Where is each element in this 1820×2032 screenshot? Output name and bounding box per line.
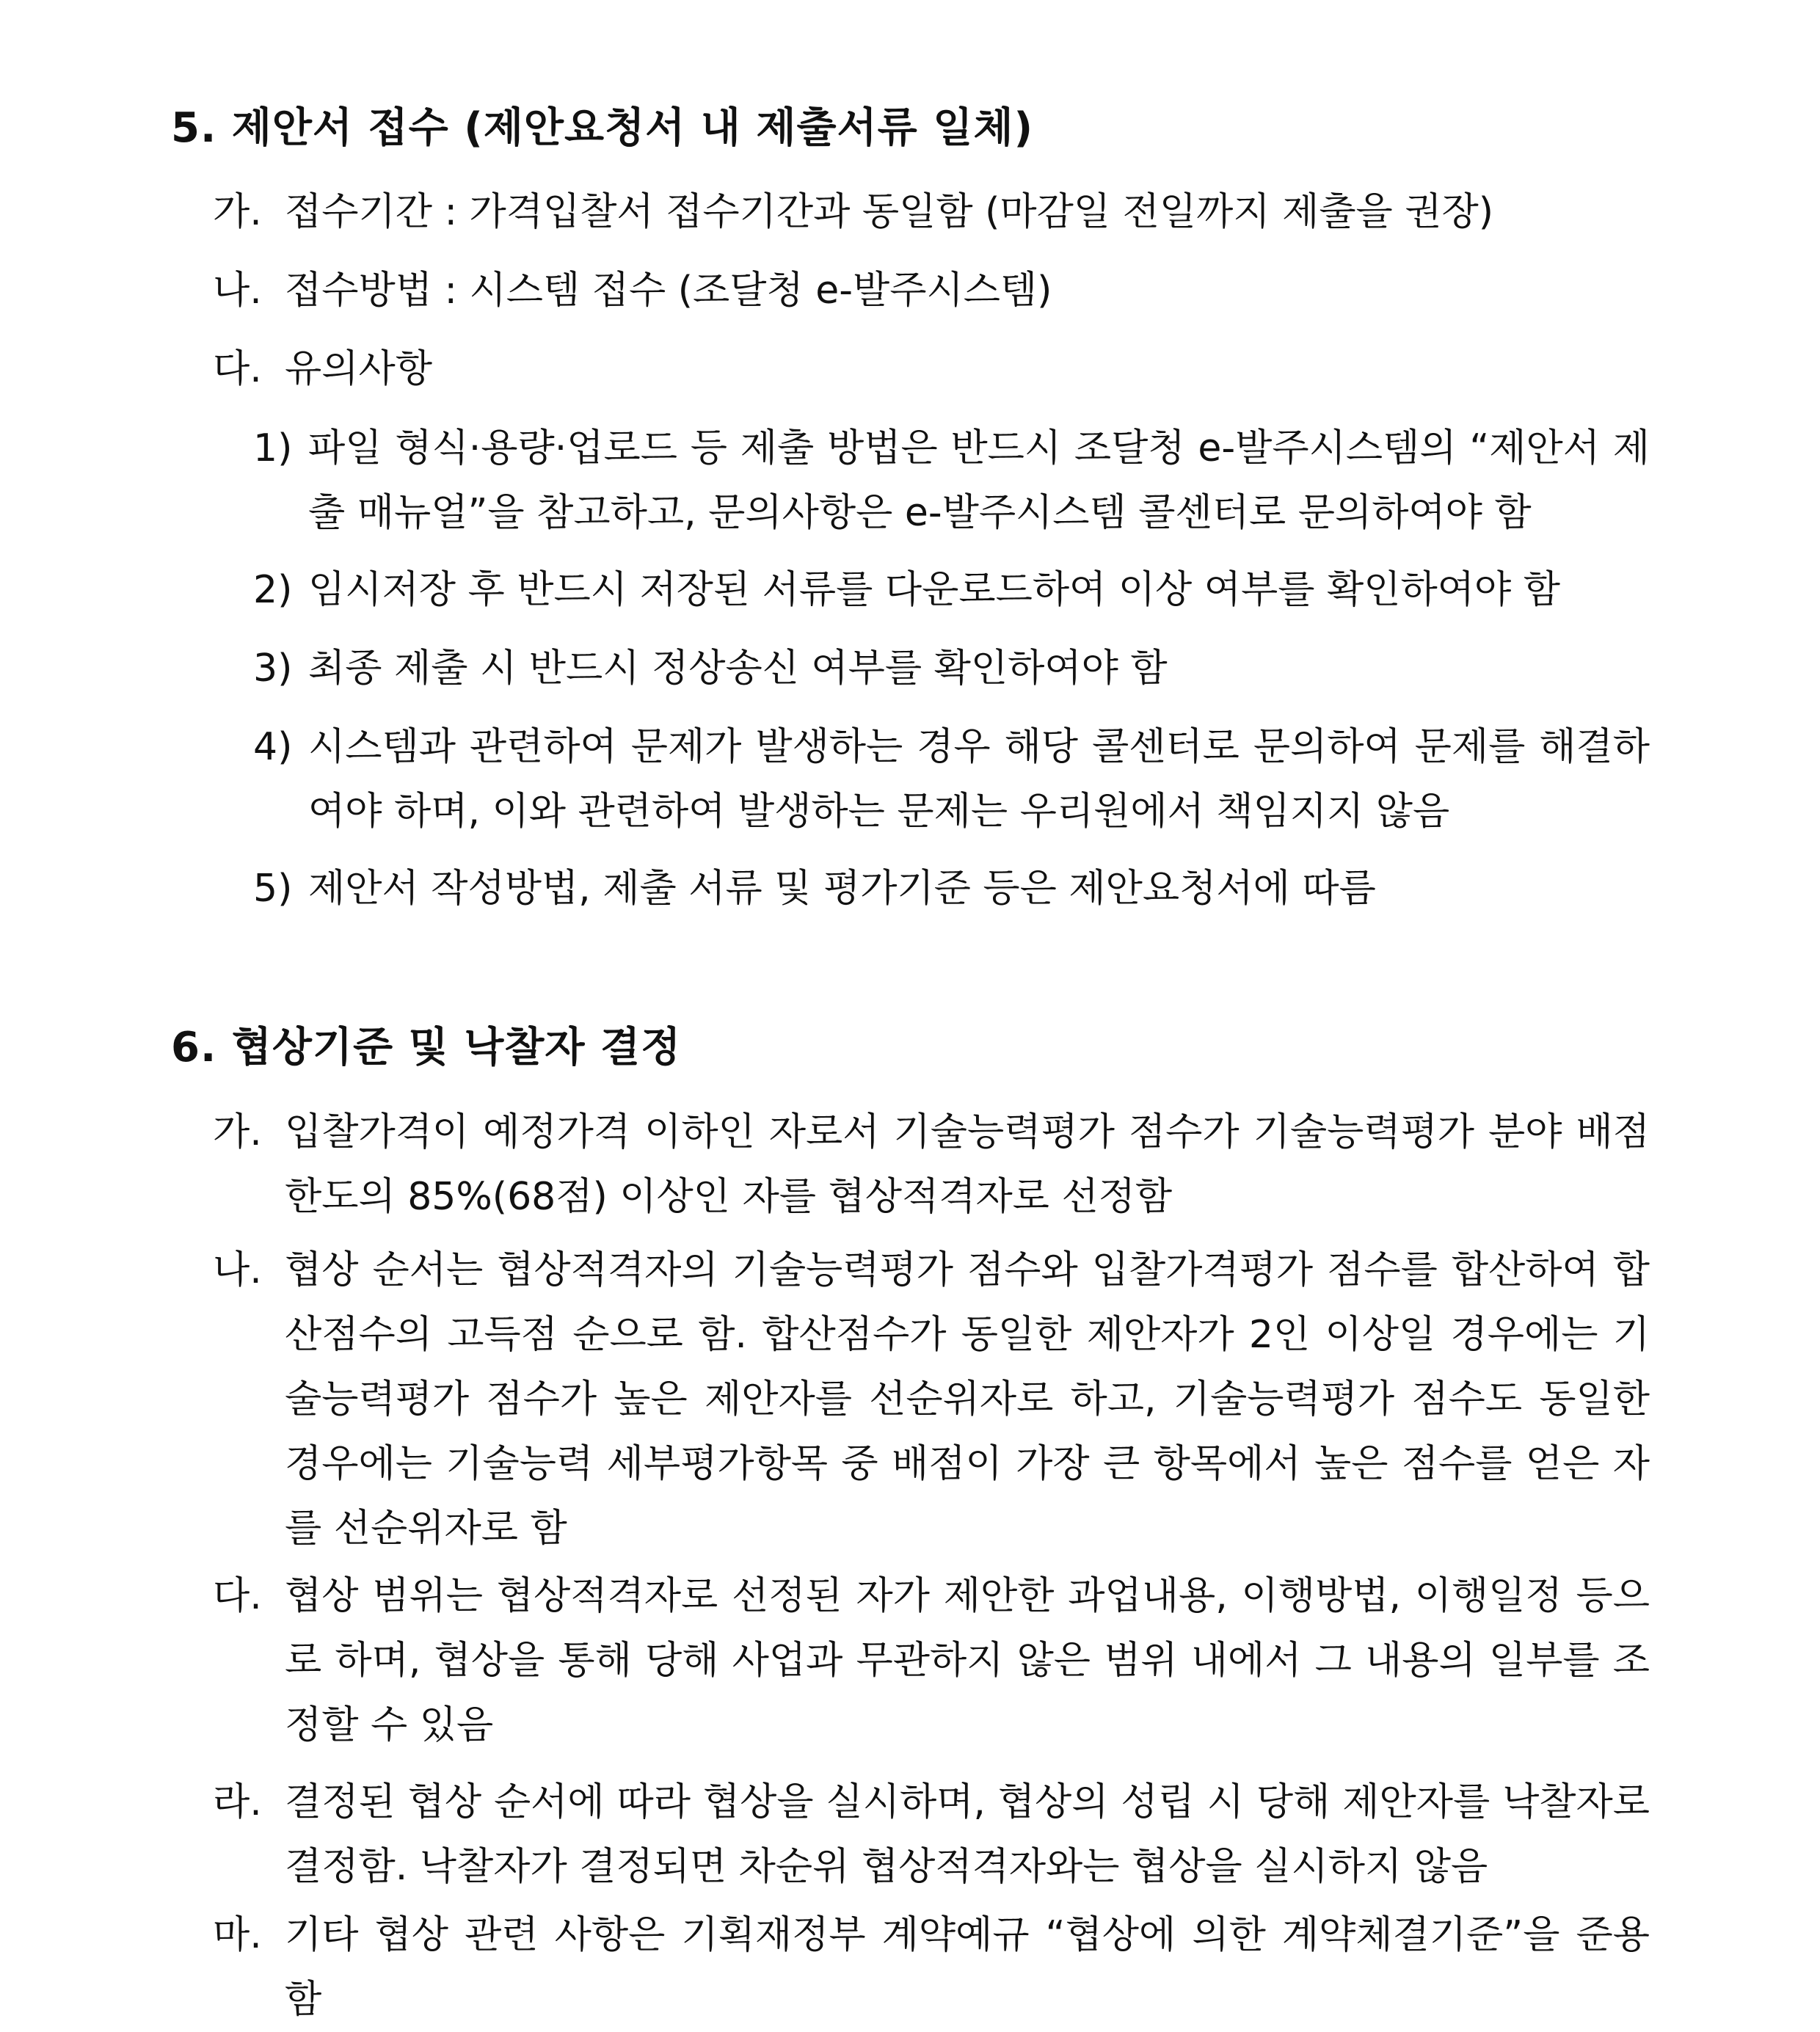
item-number: 4)	[253, 725, 293, 769]
section-5-item-na	[213, 258, 1650, 323]
item-text: 입찰가격이 예정가격 이하인 자로서 기술능력평가 점수가 기술능력평가 분야 배점한도의 85%(68점) 이상인 자를 협상적격자로 선정함	[285, 1110, 1650, 1219]
section-6-heading: 6. 협상기준 및 낙찰자 결정	[171, 1024, 682, 1071]
notice-item-1	[253, 416, 1650, 545]
item-text: 접수기간 : 가격입찰서 접수기간과 동일함 (마감일 전일까지 제출을 권장)	[285, 190, 1494, 234]
item-text: 제안서 작성방법, 제출 서류 및 평가기준 등은 제안요청서에 따름	[308, 867, 1376, 911]
notice-item-2	[253, 558, 1650, 622]
section-6-item-da	[213, 1564, 1650, 1758]
section-6-item-na	[213, 1238, 1650, 1561]
section-5-heading: 5. 제안서 접수 (제안요청서 내 제출서류 일체)	[171, 104, 1034, 152]
item-number: 다.	[213, 1574, 262, 1618]
item-number: 나.	[213, 269, 262, 313]
item-text: 파일 형식·용량·업로드 등 제출 방법은 반드시 조달청 e-발주시스템의 “제안서 제출 매뉴얼”을 참고하고, 문의사항은 e-발주시스템 콜센터로 문의하여야 함	[308, 426, 1650, 535]
section-5-item-da	[213, 337, 1650, 401]
item-text: 협상 순서는 협상적격자의 기술능력평가 점수와 입찰가격평가 점수를 합산하여 합산점수의 고득점 순으로 함. 합산점수가 동일한 제안자가 2인 이상일 경우에는 기술능력평가 점수가 높은 제안자를 선순위자로 하고, 기술능력평가 점수도 동일한 경우에는 기술능력 세부평가항목 중 배점이 가장 큰 항목에서 높은 점수를 얻은 자를 선순위자로 함	[285, 1248, 1650, 1551]
item-text: 유의사항	[285, 347, 432, 391]
item-number: 가.	[213, 190, 262, 234]
item-number: 가.	[213, 1110, 262, 1154]
item-number: 3)	[253, 647, 293, 691]
section-6-item-ra	[213, 1770, 1650, 1899]
section-6-item-ga	[213, 1100, 1650, 1229]
notice-item-3	[253, 636, 1650, 701]
item-text: 협상 범위는 협상적격자로 선정된 자가 제안한 과업내용, 이행방법, 이행일정 등으로 하며, 협상을 통해 당해 사업과 무관하지 않은 범위 내에서 그 내용의 일부를 조정할 수 있음	[285, 1574, 1650, 1747]
item-number: 5)	[253, 867, 293, 911]
item-number: 나.	[213, 1248, 262, 1292]
item-number: 1)	[253, 426, 293, 470]
item-number: 다.	[213, 347, 262, 391]
item-number: 2)	[253, 568, 293, 612]
notice-item-5	[253, 856, 1650, 921]
notice-item-4	[253, 715, 1650, 844]
section-5-item-ga	[213, 180, 1650, 244]
item-number: 마.	[213, 1913, 262, 1957]
item-text: 시스템과 관련하여 문제가 발생하는 경우 해당 콜센터로 문의하여 문제를 해결하여야 하며, 이와 관련하여 발생하는 문제는 우리원에서 책임지지 않음	[308, 725, 1650, 834]
item-text: 기타 협상 관련 사항은 기획재정부 계약예규 “협상에 의한 계약체결기준”을 준용함	[285, 1913, 1650, 2022]
item-text: 결정된 협상 순서에 따라 협상을 실시하며, 협상의 성립 시 당해 제안자를 낙찰자로 결정함. 낙찰자가 결정되면 차순위 협상적격자와는 협상을 실시하지 않음	[285, 1780, 1650, 1889]
section-6-item-ma	[213, 1903, 1650, 2032]
item-text: 최종 제출 시 반드시 정상송신 여부를 확인하여야 함	[308, 647, 1168, 691]
item-text: 임시저장 후 반드시 저장된 서류를 다운로드하여 이상 여부를 확인하여야 함	[308, 568, 1560, 612]
item-number: 라.	[213, 1780, 262, 1824]
item-text: 접수방법 : 시스템 접수 (조달청 e-발주시스템)	[285, 269, 1052, 313]
